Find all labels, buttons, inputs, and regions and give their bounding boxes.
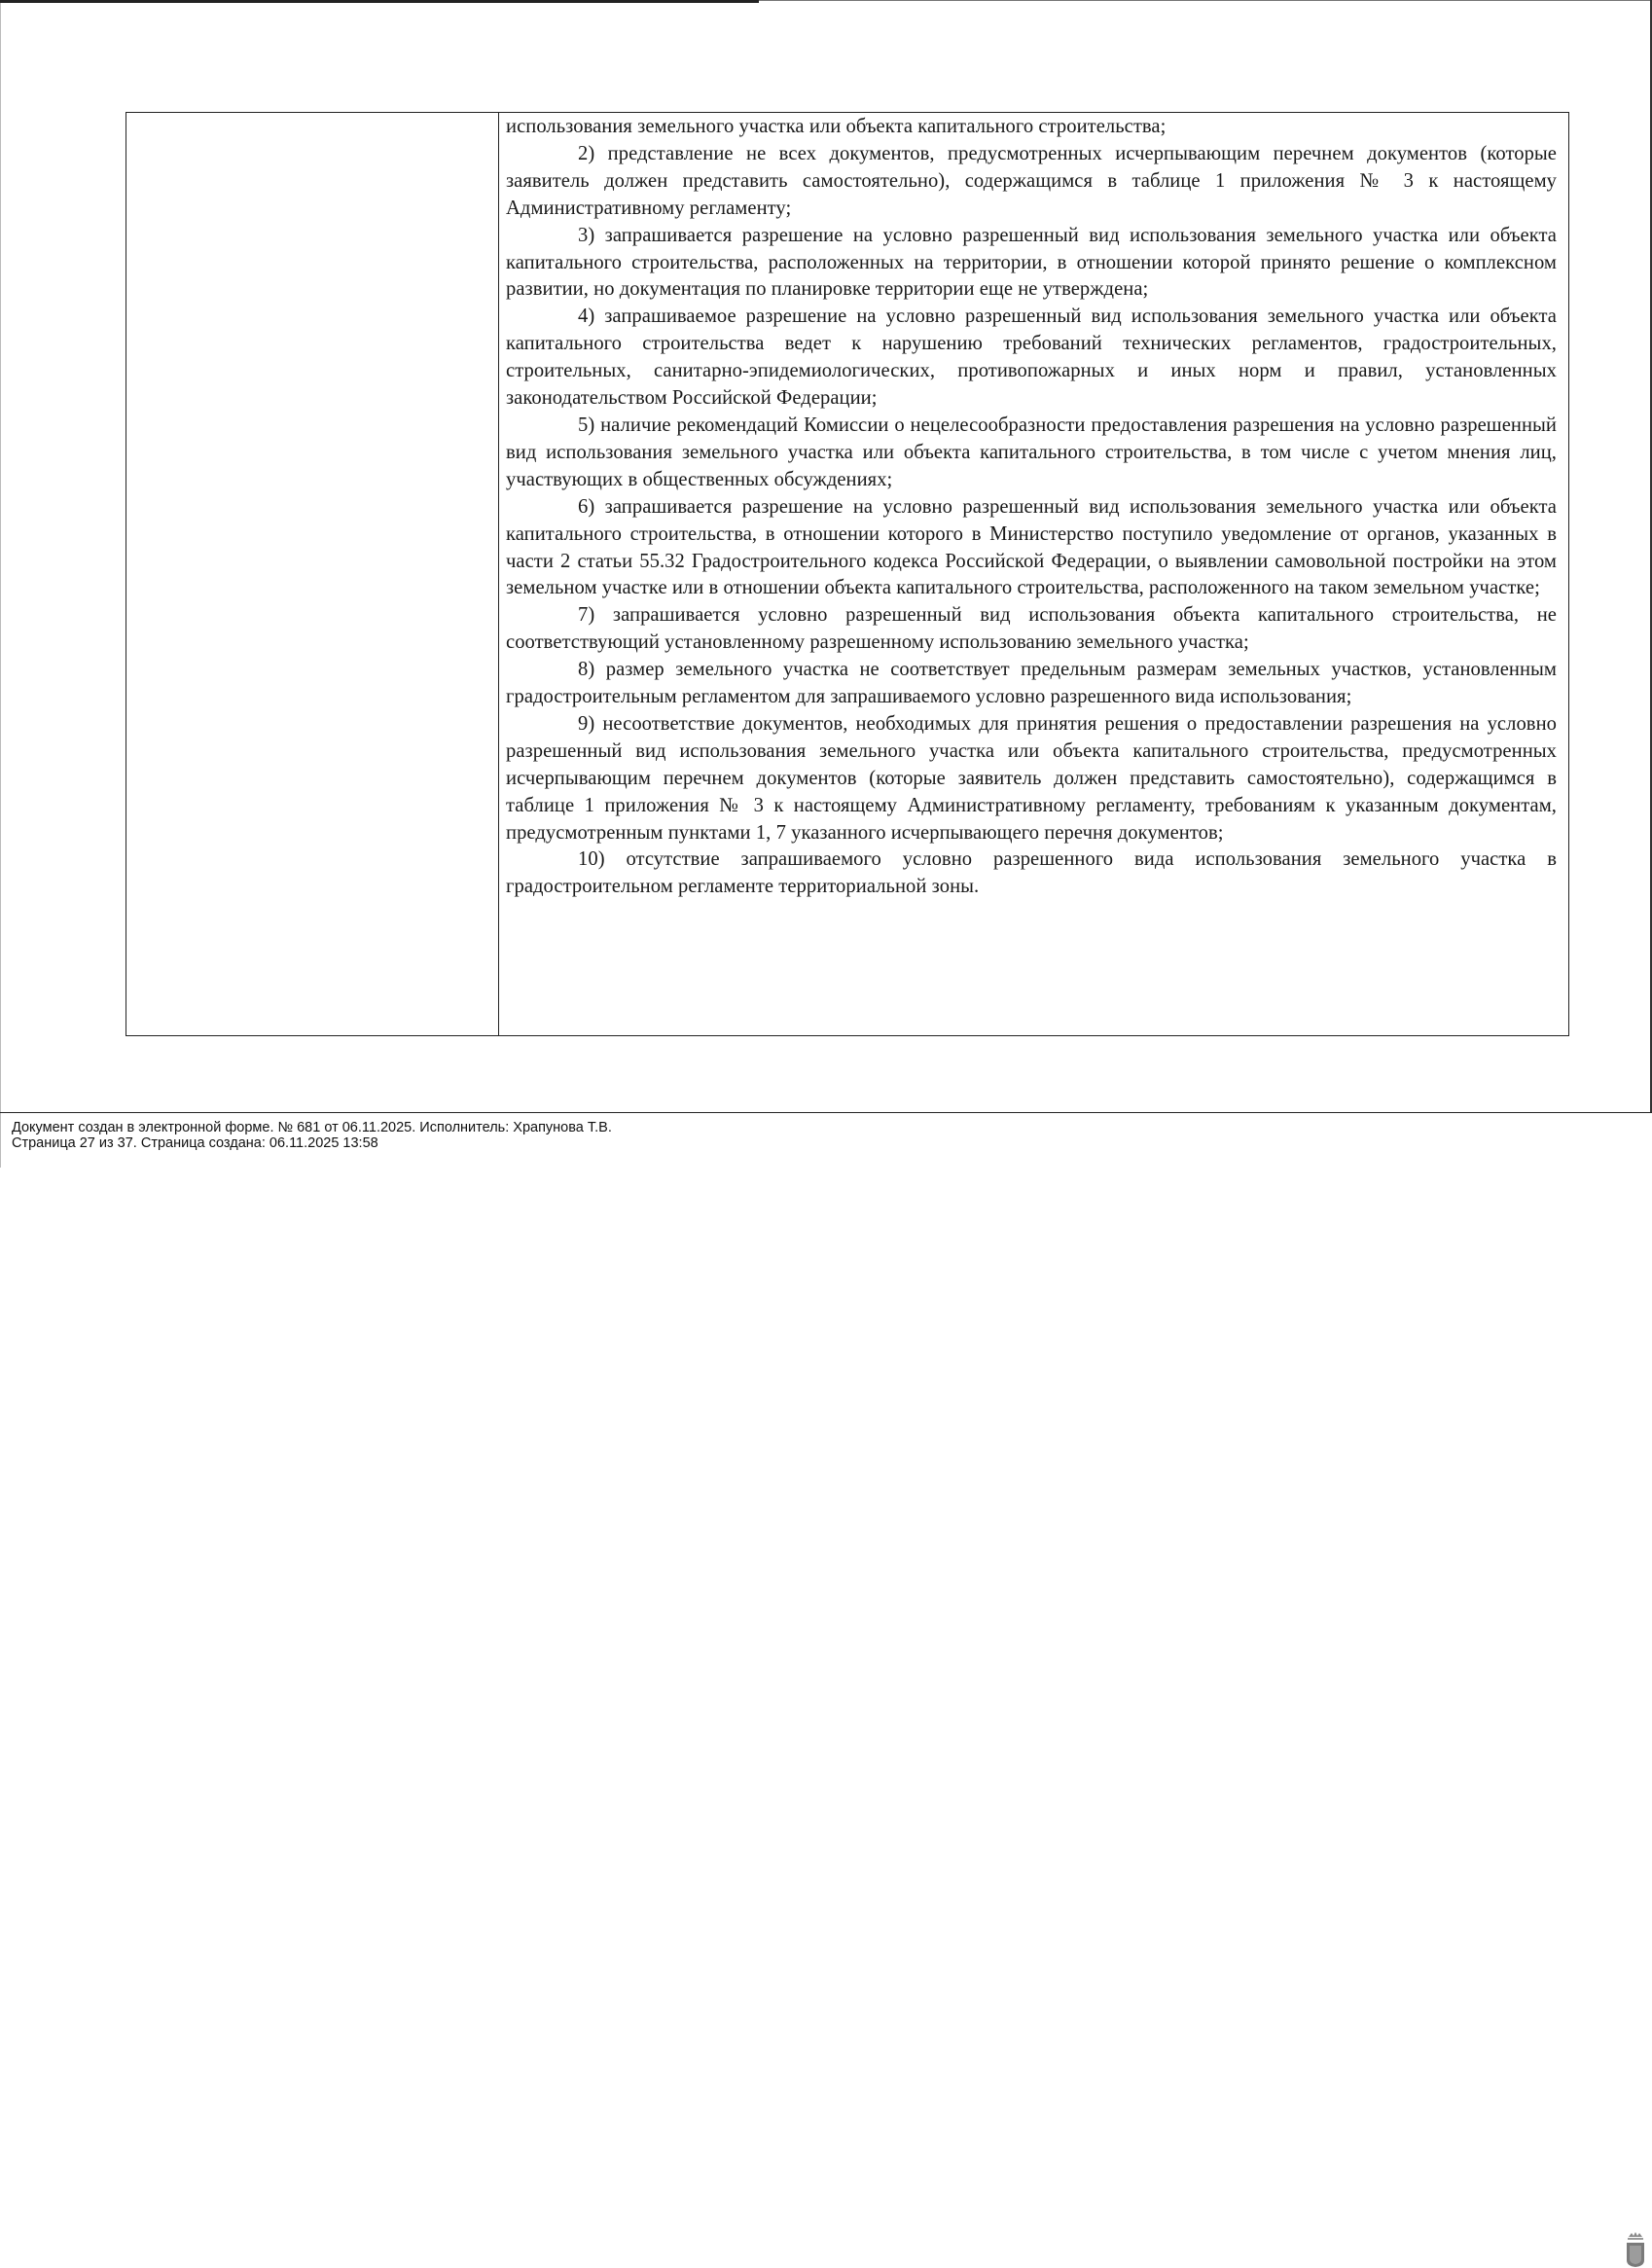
paragraph-item-10: 10) отсутствие запрашиваемого условно разрешенного вида использования земельного участка в градостроительном регламенте территориальной зоны. [506, 848, 1557, 898]
coat-of-arms-icon [1625, 2229, 1646, 2268]
footer-line-page-info: Страница 27 из 37. Страница создана: 06.11.2025 13:58 [12, 1134, 378, 1151]
page-footer [0, 1112, 1652, 1168]
scan-top-edge-thin [759, 0, 1652, 1]
paragraph-item-9: 9) несоответствие документов, необходимых для принятия решения о предоставлении разрешения на условно разрешенный вид использования земельного участка или объекта капитального строительства, предусмотренных исчерпывающим перечнем документов (которые заявитель должен представить самостоятельно), содержащимся в таблице 1 приложения № 3 к настоящему Административному регламенту, требованиям к указанным документам, предусмотренным пунктами 1, 7 указанного исчерпывающего перечня документов; [506, 712, 1557, 844]
table-right-cell [499, 113, 1568, 1035]
paragraph-item-2: 2) представление не всех документов, предусмотренных исчерпывающим перечнем документов (которые заявитель должен представить самостоятельно), содержащимся в таблице 1 приложения № 3 к настоящему Административному регламенту; [506, 142, 1557, 219]
paragraph-item-7: 7) запрашивается условно разрешенный вид использования объекта капитального строительства, не соответствующий установленному разрешенному использованию земельного участка; [506, 604, 1557, 654]
paragraph-item-4: 4) запрашиваемое разрешение на условно разрешенный вид использования земельного участка или объекта капитального строительства ведет к нарушению требований технических регламентов, градостроительных, строительных, санитарно-эпидемиологических, противопожарных и иных норм и правил, установленных законодательством Российской Федерации; [506, 306, 1557, 410]
paragraph-item-5: 5) наличие рекомендаций Комиссии о нецелесообразности предоставления разрешения на условно разрешенный вид использования земельного участка или объекта капитального строительства, в том числе с учетом мнения лиц, участвующих в общественных обсуждениях; [506, 414, 1557, 490]
paragraph-item-3: 3) запрашивается разрешение на условно разрешенный вид использования земельного участка или объекта капитального строительства, расположенных на территории, в отношении которой принято решение о комплексном развитии, но документация по планировке территории еще не утверждена; [506, 224, 1557, 301]
footer-text [12, 1121, 612, 1151]
paragraph-item-8: 8) размер земельного участка не соответствует предельным размерам земельных участков, установленным градостроительным регламентом для запрашиваемого условно разрешенного вида использования; [506, 659, 1557, 708]
paragraph: использования земельного участка или объекта капитального строительства; [506, 116, 1167, 137]
table-left-cell [126, 113, 499, 1035]
scan-top-edge [0, 0, 759, 3]
paragraph-item-6: 6) запрашивается разрешение на условно разрешенный вид использования земельного участка или объекта капитального строительства, в отношении которого в Министерство поступило уведомление от органов, указанных в части 2 статьи 55.32 Градостроительного кодекса Российской Федерации, о выявлении самовольной постройки на этом земельном участке или в отношении объекта капитального строительства, расположенного на таком земельном участке; [506, 495, 1557, 599]
scan-left-edge [0, 0, 1, 1168]
document-table [126, 112, 1569, 1036]
footer-line-document-info: Документ создан в электронной форме. № 681 от 06.11.2025. Исполнитель: Храпунова Т.В. [12, 1120, 612, 1135]
